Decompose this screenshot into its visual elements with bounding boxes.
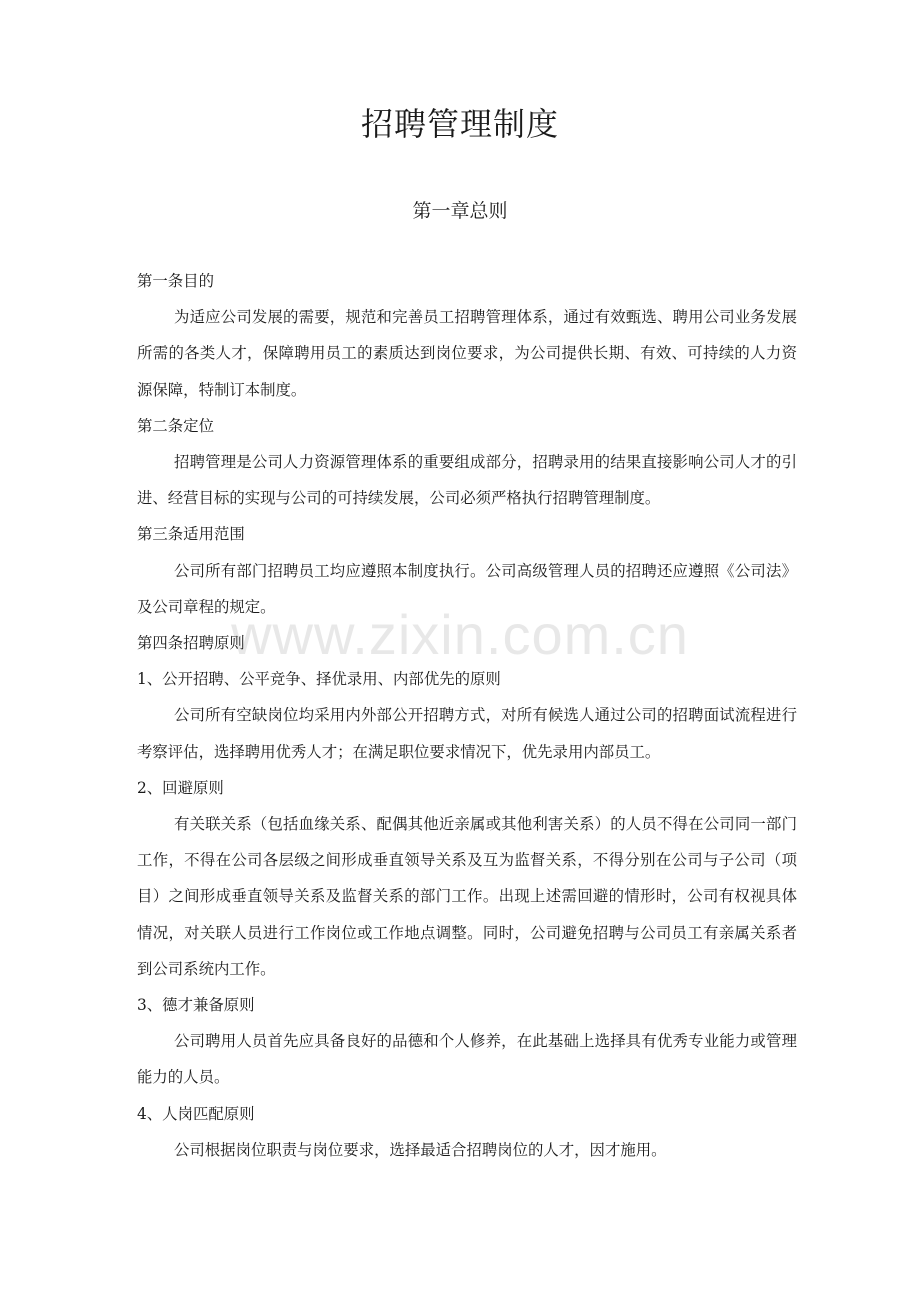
chapter-title: 第一章总则 xyxy=(412,200,508,222)
principle-heading-3: 3、德才兼备原则 xyxy=(137,996,255,1015)
article-heading-positioning: 第二条定位 xyxy=(137,416,214,435)
article-heading-scope: 第三条适用范围 xyxy=(137,525,245,544)
document-body xyxy=(137,263,797,1168)
article-paragraph-scope: 公司所有部门招聘员工均应遵照本制度执行。公司高级管理人员的招聘还应遵照《公司法》及公司章程的规定。 xyxy=(137,561,797,616)
principle-paragraph-1: 公司所有空缺岗位均采用内外部公开招聘方式，对所有候选人通过公司的招聘面试流程进行考察评估，选择聘用优秀人才；在满足职位要求情况下，优先录用内部员工。 xyxy=(137,706,797,761)
principle-paragraph-2: 有关联关系（包括血缘关系、配偶其他近亲属或其他利害关系）的人员不得在公司同一部门工作，不得在公司各层级之间形成垂直领导关系及互为监督关系，不得分别在公司与子公司（项目）之间形成垂直领导关系及监督关系的部门工作。出现上述需回避的情形时，公司有权视具体情况，对关联人员进行工作岗位或工作地点调整。同时，公司避免招聘与公司员工有亲属关系者到公司系统内工作。 xyxy=(137,815,797,978)
watermark: www.zixin.com.cn xyxy=(231,603,689,666)
principle-heading-2: 2、回避原则 xyxy=(137,778,224,797)
article-paragraph-positioning: 招聘管理是公司人力资源管理体系的重要组成部分，招聘录用的结果直接影响公司人才的引进、经营目标的实现与公司的可持续发展，公司必须严格执行招聘管理制度。 xyxy=(137,453,797,508)
principle-heading-1: 1、公开招聘、公平竞争、择优录用、内部优先的原则 xyxy=(137,670,501,689)
principle-paragraph-4: 公司根据岗位职责与岗位要求，选择最适合招聘岗位的人才，因才施用。 xyxy=(174,1140,667,1159)
principle-heading-4: 4、人岗匹配原则 xyxy=(137,1104,255,1123)
document-title: 招聘管理制度 xyxy=(360,105,559,143)
article-paragraph-purpose: 为适应公司发展的需要，规范和完善员工招聘管理体系，通过有效甄选、聘用公司业务发展所需的各类人才，保障聘用员工的素质达到岗位要求，为公司提供长期、有效、可持续的人力资源保障，特制订本制度。 xyxy=(137,308,797,399)
article-heading-principles: 第四条招聘原则 xyxy=(137,634,245,653)
principle-paragraph-3: 公司聘用人员首先应具备良好的品德和个人修养，在此基础上选择具有优秀专业能力或管理能力的人员。 xyxy=(137,1032,797,1087)
article-heading-purpose: 第一条目的 xyxy=(137,272,214,290)
